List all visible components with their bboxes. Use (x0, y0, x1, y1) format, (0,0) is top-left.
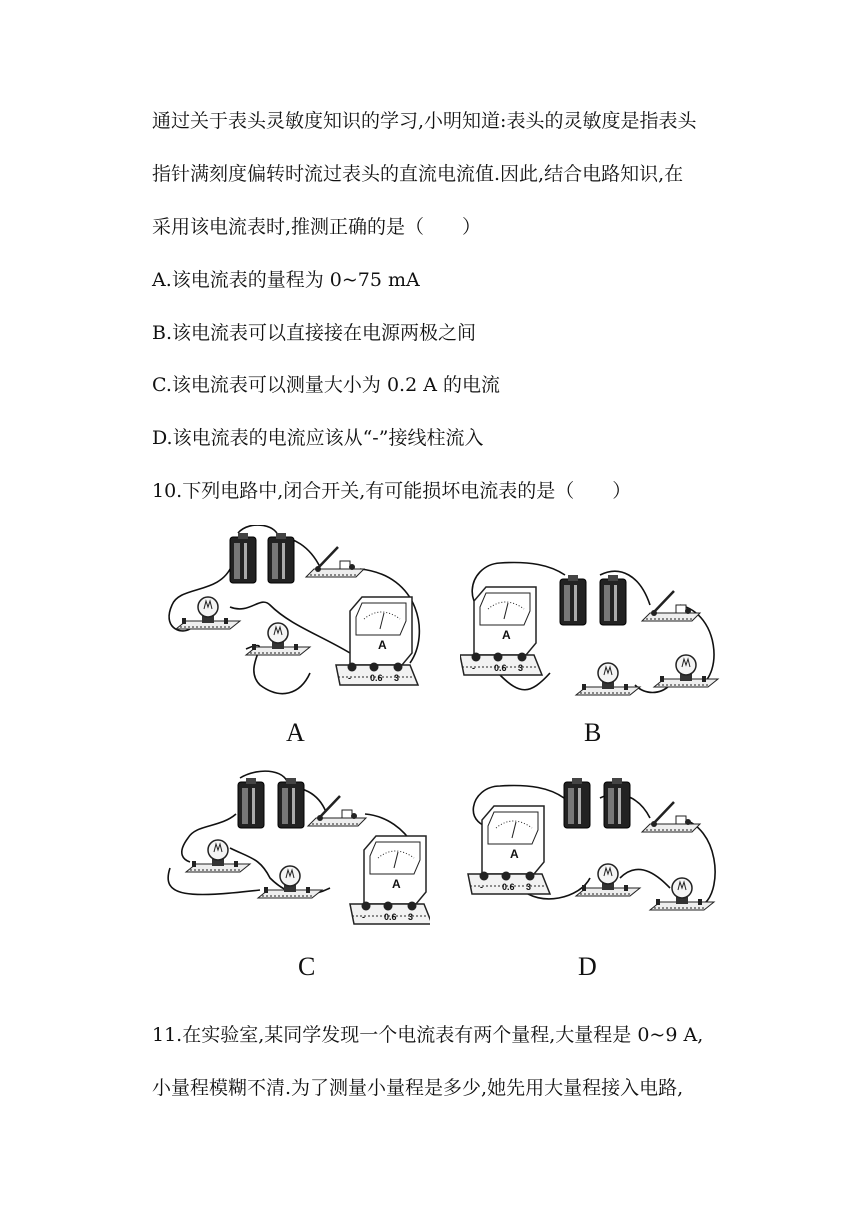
terminal-label: 0.6 (502, 882, 515, 892)
bulb-icon (654, 655, 718, 687)
ammeter-letter: A (502, 628, 511, 642)
terminal-label: 0.6 (384, 912, 397, 922)
terminal-post (518, 653, 527, 662)
option-b: B.该电流表可以直接接在电源两极之间 (152, 322, 477, 344)
terminal-post (480, 872, 489, 881)
terminal-post (362, 902, 371, 911)
option-a: A.该电流表的量程为 0~75 mA (152, 269, 420, 291)
bulb-icon (186, 840, 250, 872)
circuit-figure-a (160, 525, 430, 704)
ammeter-icon (336, 597, 418, 685)
switch-icon (642, 802, 700, 832)
circuit-figure-b (460, 555, 730, 714)
terminal-label: 3 (408, 912, 414, 922)
wire (230, 848, 330, 895)
terminal-post (408, 902, 417, 911)
paragraph-line: 采用该电流表时,推测正确的是（ ） (152, 216, 482, 238)
circuit-figure-c (160, 768, 430, 937)
terminal-post (502, 872, 511, 881)
terminal-label: - (480, 882, 483, 892)
terminal-label: 3 (394, 673, 400, 683)
terminal-label: - (362, 912, 365, 922)
figure-label-d: D (578, 952, 597, 981)
option-c: C.该电流表可以测量大小为 0.2 A 的电流 (152, 374, 500, 396)
question-10-stem: 10.下列电路中,闭合开关,有可能损坏电流表的是（ ） (152, 480, 632, 502)
ammeter-letter: A (378, 638, 387, 652)
bulb-icon (176, 597, 240, 629)
ammeter-icon (468, 806, 550, 894)
bulb-icon (650, 878, 714, 910)
terminal-label: 3 (518, 663, 524, 673)
terminal-post (394, 663, 403, 672)
battery-icon (560, 575, 586, 625)
figure-label-c: C (298, 952, 316, 981)
paragraph-line: 指针满刻度偏转时流过表头的直流电流值.因此,结合电路知识,在 (152, 163, 684, 185)
question-11-line: 小量程模糊不清.为了测量小量程是多少,她先用大量程接入电路, (152, 1077, 684, 1099)
bulb-icon (258, 866, 322, 898)
switch-icon (308, 796, 366, 826)
option-d: D.该电流表的电流应该从“-”接线柱流入 (152, 427, 484, 449)
terminal-post (526, 872, 535, 881)
terminal-label: 0.6 (370, 673, 383, 683)
ammeter-icon (460, 587, 542, 675)
ammeter-letter: A (392, 877, 401, 891)
terminal-post (494, 653, 503, 662)
bulb-icon (246, 623, 310, 655)
terminal-label: 0.6 (494, 663, 507, 673)
ammeter-letter: A (510, 847, 519, 861)
terminal-label: 3 (526, 882, 532, 892)
battery-icon (600, 575, 626, 625)
battery-icon (604, 778, 630, 828)
battery-icon (268, 533, 294, 583)
terminal-post (370, 663, 379, 672)
figure-label-b: B (584, 718, 602, 747)
bulb-icon (576, 663, 640, 695)
switch-icon (642, 591, 700, 621)
battery-icon (278, 778, 304, 828)
terminal-label: - (348, 673, 351, 683)
circuit-figure-d (460, 778, 730, 932)
question-11-line: 11.在实验室,某同学发现一个电流表有两个量程,大量程是 0~9 A, (152, 1024, 704, 1046)
terminal-label: - (472, 663, 475, 673)
terminal-post (348, 663, 357, 672)
ammeter-icon (350, 836, 430, 924)
wire (230, 602, 350, 653)
battery-icon (230, 533, 256, 583)
terminal-post (472, 653, 481, 662)
bulb-icon (576, 864, 640, 896)
battery-icon (564, 778, 590, 828)
figure-label-a: A (286, 718, 305, 747)
paragraph-line: 通过关于表头灵敏度知识的学习,小明知道:表头的灵敏度是指表头 (152, 110, 697, 132)
battery-icon (238, 778, 264, 828)
terminal-post (384, 902, 393, 911)
switch-icon (306, 547, 364, 577)
